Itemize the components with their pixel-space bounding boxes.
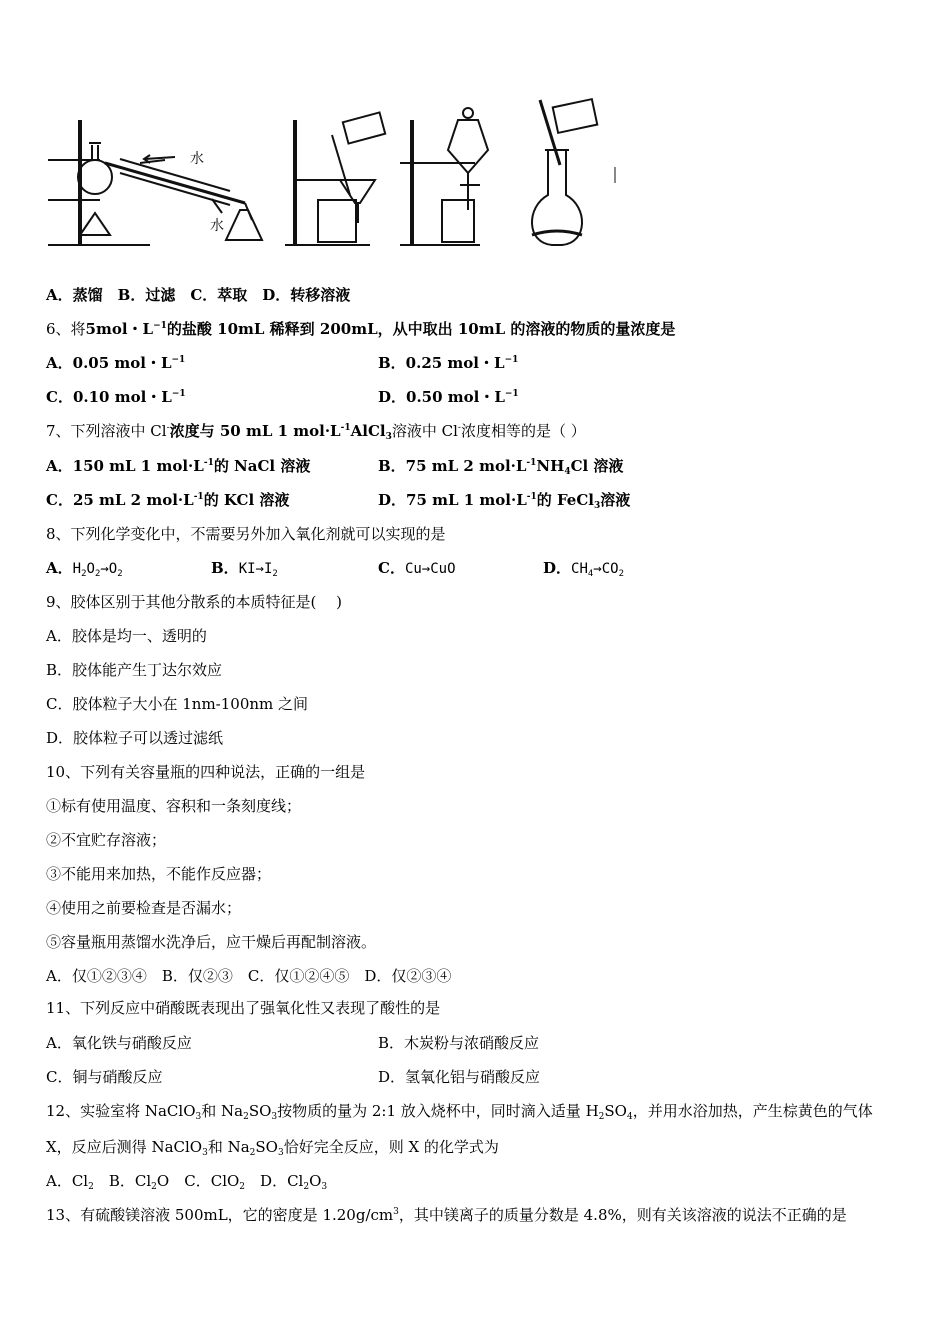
- extraction-apparatus: [400, 108, 488, 245]
- q6-stem-sup: −1: [153, 321, 167, 331]
- q10-statement-2: ②不宜贮存溶液；: [46, 831, 167, 849]
- q9-option-d: D．胶体粒子可以透过滤纸: [46, 729, 224, 747]
- q6-stem-conc: 5mol・L: [85, 320, 154, 338]
- q11-stem: 11、下列反应中硝酸既表现出了强氧化性又表现了酸性的是: [46, 999, 441, 1017]
- q8-stem: 8、下列化学变化中，不需要另外加入氧化剂就可以实现的是: [46, 525, 446, 543]
- q9-option-b: B．胶体能产生丁达尔效应: [46, 661, 223, 679]
- water-label-out: 水: [210, 218, 224, 234]
- q12-stem-line1: 12、实验室将 NaClO$_3$和 $Na_2SO_3$按物质的量为 2:1 放入烧杯中，同时滴入适量 $H_2SO_4$，并用水浴加热，产生棕黄色的气体: [46, 1102, 873, 1122]
- q9-option-a: A．胶体是均一、透明的: [46, 627, 207, 645]
- q6-stem-post: 的盐酸 10mL 稀释到 200mL，从中取出 10mL 的溶液的物质的量浓度是: [166, 320, 676, 338]
- q6-option-d: D．0.50 mol・$L^{-1}$: [378, 388, 519, 406]
- q11-option-b: B．木炭粉与浓硝酸反应: [378, 1034, 540, 1052]
- q9-stem: 9、胶体区别于其他分散系的本质特征是( ): [46, 593, 343, 611]
- q6-option-c: C．0.10 mol・$L^{-1}$: [46, 388, 186, 406]
- q7-option-c: C．25 mL 2 $mol\cdot L^{-1}$的 KCl 溶液: [46, 491, 290, 509]
- q7-option-a: A．150 mL 1 $mol\cdot L^{-1}$的 NaCl 溶液: [46, 457, 311, 475]
- filtration-apparatus: [285, 112, 385, 245]
- q8-option-b: B．$KI\to I_2$: [211, 559, 278, 579]
- q12-stem-line2: X，反应后测得 NaClO$_3$和 $Na_2SO_3$恰好完全反应，则 X 的化学式为: [46, 1138, 499, 1158]
- q11-option-a: A．氧化铁与硝酸反应: [46, 1034, 192, 1052]
- q9-option-c: C．胶体粒子大小在 1nm-100nm 之间: [46, 695, 309, 713]
- q7-option-b: B．75 mL 2 $mol\cdot L^{-1}NH_4Cl$ 溶液: [378, 457, 624, 477]
- q12-options: A．$Cl_2$ B．$Cl_2O$ C．ClO$_2$ D．$Cl_2O_3$: [46, 1172, 328, 1192]
- q10-statement-5: ⑤容量瓶用蒸馏水洗净后，应干燥后再配制溶液。: [46, 933, 377, 951]
- q10-statement-3: ③不能用来加热，不能作反应器；: [46, 865, 272, 883]
- q10-statement-4: ④使用之前要检查是否漏水；: [46, 899, 242, 917]
- volumetric-flask-transfer: [532, 99, 597, 245]
- q6-option-b: B．0.25 mol・$L^{-1}$: [378, 354, 519, 372]
- q11-option-c: C．铜与硝酸反应: [46, 1068, 163, 1086]
- q5-options: A．蒸馏 B．过滤 C．萃取 D．转移溶液: [46, 286, 351, 304]
- q10-options: A．仅①②③④ B．仅②③ C．仅①②④⑤ D．仅②③④: [46, 967, 452, 985]
- q11-option-d: D．氢氧化铝与硝酸反应: [378, 1068, 541, 1086]
- q13-stem: 13、有硫酸镁溶液 500mL，它的密度是 $1.20g/cm^3$，其中镁离子的质量分数是 4.8%，则有关该溶液的说法不正确的是: [46, 1206, 847, 1224]
- q10-statement-1: ①标有使用温度、容积和一条刻度线；: [46, 797, 302, 815]
- q8-option-c: C．Cu→CuO: [378, 559, 456, 577]
- q7-option-d: D．75 mL 1 $mol\cdot L^{-1}$的 FeCl$_3$溶液: [378, 491, 631, 511]
- q7-stem: 7、下列溶液中 Cl-浓度与 50 mL 1 $mol\cdot L^{-1}AlCl_3$溶液中 Cl-浓度相等的是（ ）: [46, 422, 586, 442]
- q6-stem-pre: 6、将: [46, 320, 86, 338]
- q6-option-a: A．0.05 mol・$L^{-1}$: [46, 354, 186, 372]
- q6-stem: [46, 319, 675, 339]
- water-label-in: 水: [190, 151, 204, 167]
- q8-option-d: D．$CH_4\to CO_2$: [543, 559, 625, 579]
- q8-option-a: A．$H_2O_2\to O_2$: [46, 559, 123, 579]
- distillation-apparatus: [48, 120, 262, 245]
- apparatus-figure: [40, 95, 620, 255]
- q10-stem: 10、下列有关容量瓶的四种说法，正确的一组是: [46, 763, 366, 781]
